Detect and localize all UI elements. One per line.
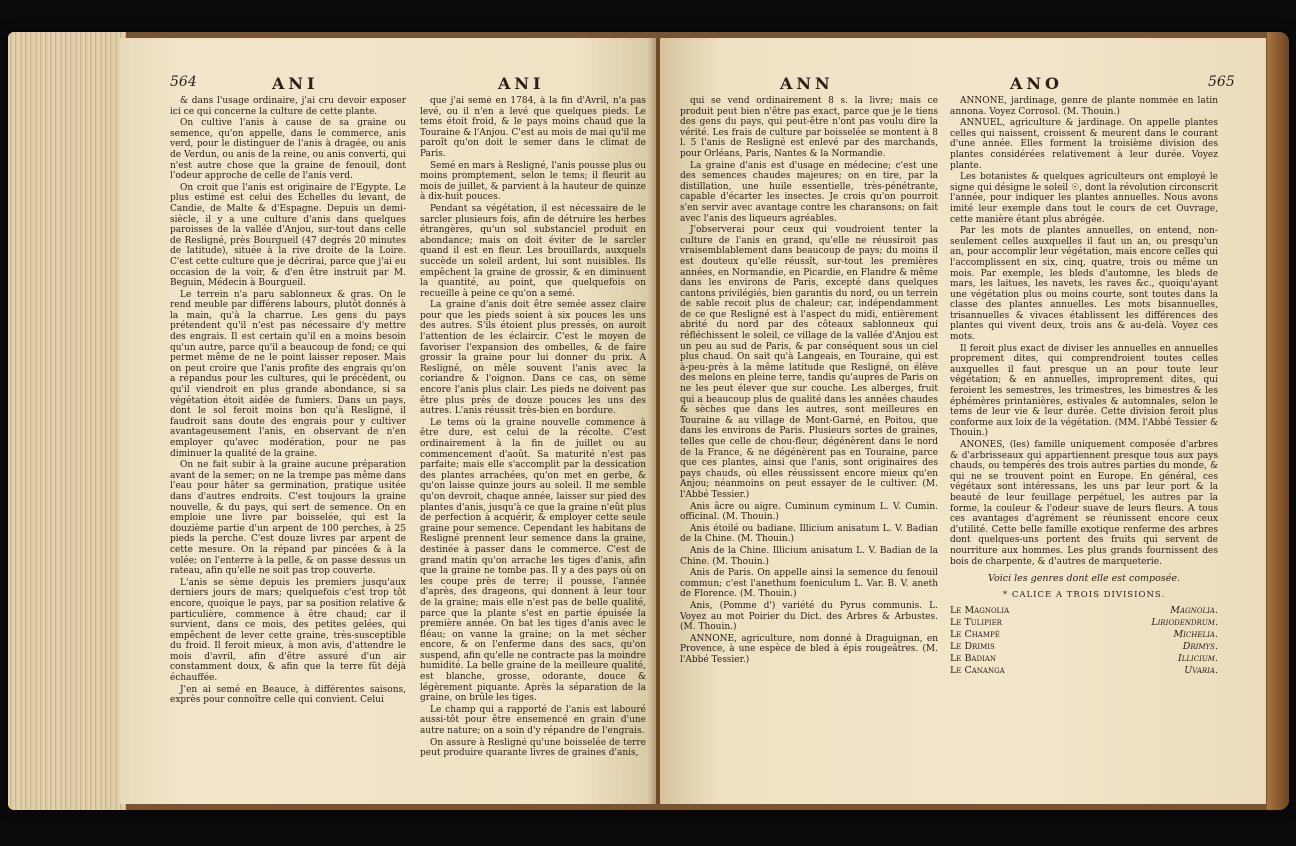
paragraph: Le terrein n'a paru sablonneux & gras. On le rend meuble par différens labours, plutôt donnés à la main, qu'à la charrue. Les gens du pays prétendent qu'il n'est pas nécessaire d'y mettre des engrais. Il est certain qu'il en a moins besoin qu'un autre, parce qu'il a beaucoup de fond; ce qui permet même de ne le point laisser reposer. Mais on peut croire que l'anis profite des engrais qu'on a répandus pour les cultures, qui le précèdent, ou qu'il viendroit en plus grande abondance, si sa végétation étoit aidée de fumiers. Dans un pays, dont le sol feroit moins bon qu'à Resligné, il faudroit sans doute des engrais pour y cultiver avantageusement l'anis, en observant de n'en employer qu'avec modération, pour ne pas diminuer la qualité de la graine. xyxy=(170,289,406,459)
right-page xyxy=(660,38,1266,804)
running-header-right-1: ANN xyxy=(780,74,834,93)
paragraph: L'anis se sème depuis les premiers jusqu'aux derniers jours de mars; quelquefois c'est trop tôt encore, quoique le pays, par sa position relative & particulière, commence à être chaud; car il survient, dans ce mois, des petites gelées, qui empêchent de lever cette graine, très-susceptible du froid. Il feroit mieux, à mon avis, d'attendre le mois d'avril, afin d'être assuré d'un air constamment doux, & afin que la terre fût déjà échauffée. xyxy=(170,577,406,684)
paragraph: J'observerai pour ceux qui voudroient tenter la culture de l'anis en grand, qu'elle ne réussiroit pas vraisemblablement dans beaucoup de pays; du moins il est douteux qu'elle réussît, sur-tout les premières années, en Normandie, en Picardie, en Flandre & même dans les environs de Paris, excepté dans quelques cantons privilégiés, bien garantis du nord, ou un terrein de sable recoit plus de chaleur; car, indépendamment de ce que Resligné est à l'aspect du midi, entièrement abrité du nord par des côteaux sablonneux qui réfléchissent le soleil, ce village de la vallée d'Anjou est un peu au sud de Paris, & par conséquent sous un ciel plus chaud. On sait qu'à Langeais, en Touraine, qui est à-peu-près à la même latitude que Resligné, on élève des melons en pleine terre, tandis qu'auprès de Paris on ne les peut élever que sur couche. Les alberges, fruit qui a beaucoup plus de qualité dans les années chaudes & sèches que dans les autres, sont meilleures en Touraine & au village de Mont-Garné, en Poitou, que dans les environs de Paris. Plusieurs sortes de graines, telles que celle de chou-fleur, dégénèrent dans le nord de la France, & ne dégénèrent pas en Touraine, parce que ces plantes, ainsi que l'anis, sont originaires des pays chauds, où elles réussissent encore mieux qu'en Anjou; néanmoins on peut essayer de le cultiver. (M. l'Abbé Tessier.) xyxy=(680,225,938,500)
genre-row xyxy=(950,653,1218,665)
genre-latin-name: Magnolia. xyxy=(1170,605,1218,617)
paragraph: On cultive l'anis à cause de sa graine ou semence, qu'on appelle, dans le commerce, anis verd, pour le distinguer de l'anis à dragée, ou anis de Verdun, ou anis de la reine, ou anis converti, qui n'est autre chose que la graine de fenouil, dont l'odeur approche de celle de l'anis verd. xyxy=(170,118,406,182)
genre-french-name: Le Magnolia xyxy=(950,605,1010,617)
genre-latin-name: Uvaria. xyxy=(1184,665,1218,677)
genre-french-name: Le Tulipier xyxy=(950,617,1002,629)
book-cover-right xyxy=(1267,32,1289,810)
page-number-left: 564 xyxy=(170,74,197,90)
genre-french-name: Le Cananga xyxy=(950,665,1005,677)
genre-french-name: Le Badian xyxy=(950,653,997,665)
paragraph: On ne fait subir à la graine aucune préparation avant de la semer; on ne la trempe pas même dans l'eau pour hâter sa germination, pratique usitée dans d'autres endroits. C'est toujours la graine nouvelle, & du pays, qui sert de semence. On en emploie une livre par boisselée, qui est la douzième partie d'un arpent de 100 perches, à 25 pieds la perche. C'est douze livres par arpent de cette mesure. On la répand par pincées & à la volée; on l'enterre à la pelle, & on passe dessus un rateau, afin qu'elle ne soit pas trop couverte. xyxy=(170,460,406,577)
genre-latin-name: Drimys. xyxy=(1182,641,1218,653)
running-header-left-2: ANI xyxy=(498,74,545,93)
paragraph: ANNUEL, agriculture & jardinage. On appelle plantes celles qui naissent, croissent & meurent dans le courant d'une année. Elles forment la troisième division des plantes considérées relativement à leur durée. Voyez plante. xyxy=(950,118,1218,171)
paragraph: Anis, (Pomme d') variété du Pyrus communis. L. Voyez au mot Poirier du Dict. des Arbres & Arbustes. (M. Thouin.) xyxy=(680,600,938,633)
open-book xyxy=(8,32,1289,810)
paragraph: Il feroit plus exact de diviser les annuelles en annuelles proprement dites, qui comprendroient toutes celles auxquelles il faut presque un an pour toute leur végétation; & en annuelles, improprement dites, qui feroient les semestres, les trimestres, les bimestres & les éphémères printanières, estivales & automnales, selon le tems de leur vie & leur durée. Cette division feroit plus conforme aux loix de la végétation. (MM. l'Abbé Tessier & Thouin.) xyxy=(950,343,1218,439)
genre-row xyxy=(950,665,1218,677)
paragraph: Le champ qui a rapporté de l'anis est labouré aussi-tôt pour être ensemencé en grain d'une autre nature; on a soin d'y répandre de l'engrais. xyxy=(420,704,646,737)
running-header-right-2: ANO xyxy=(1010,74,1063,93)
genres-list xyxy=(950,573,1218,677)
paragraph: La graine d'anis est d'usage en médecine; c'est une des semences chaudes majeures; on en tire, par la distillation, une huile essentielle, très-pénétrante, capable d'écarter les insectes. Je crois qu'on pourroit s'en servir avec avantage contre les charansons; on fait avec l'anis des liqueurs agréables. xyxy=(680,160,938,224)
genre-row xyxy=(950,605,1218,617)
genre-row xyxy=(950,617,1218,629)
paragraph: ANNONE, jardinage, genre de plante nommée en latin annona. Voyez Corrosol. (M. Thouin.) xyxy=(950,96,1218,117)
paragraph: Anis âcre ou aigre. Cuminum cyminum L. V. Cumin. officinal. (M. Thouin.) xyxy=(680,501,938,523)
genre-latin-name: Illicium. xyxy=(1177,653,1218,665)
right-page-column-2 xyxy=(950,96,1218,776)
paragraph: Par les mots de plantes annuelles, on entend, non-seulement celles auxquelles il faut un an, ou presqu'un an, pour accomplir leur végétation, mais encore celles qui l'accomplissent en six, cinq, quatre, trois ou même un mois. Par exemple, les bleds d'automne, les bleds de mars, les laitues, les navets, les raves &c., quoiqu'ayant une végétation plus ou moins courte, sont toutes dans la classe des plantes annuelles. Les mots bisannuelles, trisannuelles & vivaces établissent les différences des plantes qui vivent deux, trois ans & au-delà. Voyez ces mots. xyxy=(950,226,1218,343)
genres-title: Voici les genres dont elle est composée. xyxy=(988,573,1180,585)
paragraph: qui se vend ordinairement 8 s. la livre; mais ce produit peut bien n'être pas exact, parce que je le tiens des gens du pays, qui peut-être n'ont pas voulu dire la vérité. Les frais de culture par boisselée se montent à 8 l. 5 l'anis de Resligné est enlevé par des marchands, pour Orléans, Paris, Nantes & la Normandie. xyxy=(680,96,938,159)
paragraph: Anis de Paris. On appelle ainsi la semence du fenouil commun; c'est l'anethum foeniculum L. Var. B. V. aneth de Florence. (M. Thouin.) xyxy=(680,568,938,600)
paragraph: Semé en mars à Resligné, l'anis pousse plus ou moins promptement, selon le tems; il fleurit au mois de juillet, & parvient à la hauteur de quinze à dix-huit pouces. xyxy=(420,160,646,203)
paragraph: J'en ai semé en Beauce, à différentes saisons, exprès pour connoître celle qui convient. Celui xyxy=(170,684,406,706)
paragraph: Anis étoilé ou badiane. Illicium anisatum L. V. Badian de la Chine. (M. Thouin.) xyxy=(680,523,938,545)
paragraph: Les botanistes & quelques agriculteurs ont employé le signe qui désigne le soleil ☉, dont la révolution circonscrit l'année, pour indiquer les plantes annuelles. Nous avons imité leur exemple dans tout le cours de cet Ouvrage, cette manière étant plus abrégée. xyxy=(950,172,1218,225)
left-page-column-2 xyxy=(420,96,646,776)
running-header-left-1: ANI xyxy=(272,74,319,93)
genres-subtitle: * CALICE A TROIS DIVISIONS. xyxy=(1002,590,1166,601)
genre-french-name: Le Champé xyxy=(950,629,1000,641)
paragraph: ANNONE, agriculture, nom donné à Draguignan, en Provence, à une espèce de bled à épis rougeâtres. (M. l'Abbé Tessier.) xyxy=(680,633,938,665)
paragraph: ANONES, (les) famille uniquement composée d'arbres & d'arbrisseaux qui appartiennent presque tous aux pays chauds, ou tempérés des trois autres parties du monde, & qui ne se trouvent point en Europe. En général, ces végétaux sont intéressans, les uns par leur port & la beauté de leur feuillage perpétuel, les autres par la forme, la couleur & l'odeur suave de leurs fleurs. A tous ces avantages d'agrément se réunissent encore ceux d'utilité. Cette belle famille exotique renferme des arbres dont quelques-uns portent des fruits qui servent de nourriture aux hommes. Les plus grands fournissent des bois de charpente, & d'autres de marqueterie. xyxy=(950,440,1218,567)
genre-row xyxy=(950,641,1218,653)
paragraph: La graine d'anis doit être semée assez claire pour que les pieds soient à six pouces les uns des autres. S'ils étoient plus pressés, on auroit l'attention de les éclaircir. C'est le moyen de favoriser l'expansion des ombelles, & de faire grossir la graine pour lui donner du prix. A Resligné, on mêle souvent l'anis avec la coriandre & l'oignon. Dans ce cas, on sème encore l'anis plus clair. Les pieds ne doivent pas être plus près de douze pouces les uns des autres. L'anis réussit très-bien en bordure. xyxy=(420,300,646,417)
genre-row xyxy=(950,629,1218,641)
paragraph: Le tems où la graine nouvelle commence à être dure, est celui de la récolte. C'est ordinairement à la fin de juillet ou au commencement d'août. Sa maturité n'est pas parfaite; mais elle s'accomplit par la dessication des plantes arrachées, qu'on met en gerbe, & qu'on laisse quinze jours au soleil. Il me semble qu'on devroit, chaque année, laisser sur pied des plantes d'anis, jusqu'à ce que la graine n'eût plus de perfection à acquérir, & employer cette seule graine pour semence. Cependant les habitans de Resligné prennent leur semence dans la graine, destinée à passer dans le commerce. C'est de grand matin qu'on arrache les tiges d'anis, afin que la graine ne tombe pas. Il y a des pays où on les coupe près de terre; il pousse, l'année d'après, des drageons, qui donnent à leur tour de la graine; mais elle n'est pas de belle qualité, parce que la plante s'est en partie épuisée la première année. On bat les tiges d'anis avec le fléau; on vanne la graine; on la met sécher encore, & on l'enferme dans des sacs, qu'on suspend, afin qu'elle ne contracte pas la moindre humidité. La belle graine de la meilleure qualité, est blanche, grosse, odorante, douce & légèrement piquante. Après la séparation de la graine, on brûle les tiges. xyxy=(420,417,646,704)
page-edges-left xyxy=(8,32,126,810)
genre-latin-name: Liriodendrum. xyxy=(1151,617,1218,629)
paragraph: Pendant sa végétation, il est nécessaire de le sarcler plusieurs fois, afin de détruire les herbes étrangères, qu'un sol substanciel produit en abondance; mais on doit éviter de le sarcler quand il est en fleur. Les brouillards, auxquels succède un soleil ardent, lui sont nuisibles. Ils empêchent la graine de grossir, & en diminuent la quantité, au point, que quelquefois on recueille à peine ce qu'on a semé. xyxy=(420,203,646,299)
left-page-column-1 xyxy=(170,96,406,776)
paragraph: On assure à Resligné qu'une boisselée de terre peut produire quarante livres de graines d'anis, xyxy=(420,737,646,759)
paragraph: Anis de la Chine. Illicium anisatum L. V. Badian de la Chine. (M. Thouin.) xyxy=(680,545,938,567)
paragraph: & dans l'usage ordinaire, j'ai cru devoir exposer ici ce qui concerne la culture de cette plante. xyxy=(170,96,406,117)
genre-latin-name: Michelia. xyxy=(1173,629,1218,641)
paragraph: que j'ai semé en 1784, à la fin d'Avril, n'a pas levé, ou il n'en a levé que quelques pieds. Le tems étoit froid, & le pays moins chaud que la Touraine & l'Anjou. C'est au mois de mai qu'il me paroît qu'on doit le semer dans le climat de Paris. xyxy=(420,96,646,159)
left-page xyxy=(120,38,656,804)
right-page-column-1 xyxy=(680,96,938,776)
genre-french-name: Le Drimis xyxy=(950,641,995,653)
paragraph: On croit que l'anis est originaire de l'Egypte. Le plus estimé est celui des Echelles du levant, de Candie, de Malte & d'Espagne. Depuis un demi-siècle, il y a une culture d'anis dans quelques paroisses de la vallée d'Anjou, sur-tout dans celle de Resligné, près Bourgueil (47 degrés 20 minutes de latitude), située à la rive droite de la Loire. C'est cette culture que je décrirai, parce que j'ai eu occasion de la voir, & d'en être instruit par M. Beguin, Médecin à Bourgueil. xyxy=(170,182,406,289)
page-number-right: 565 xyxy=(1208,74,1235,90)
